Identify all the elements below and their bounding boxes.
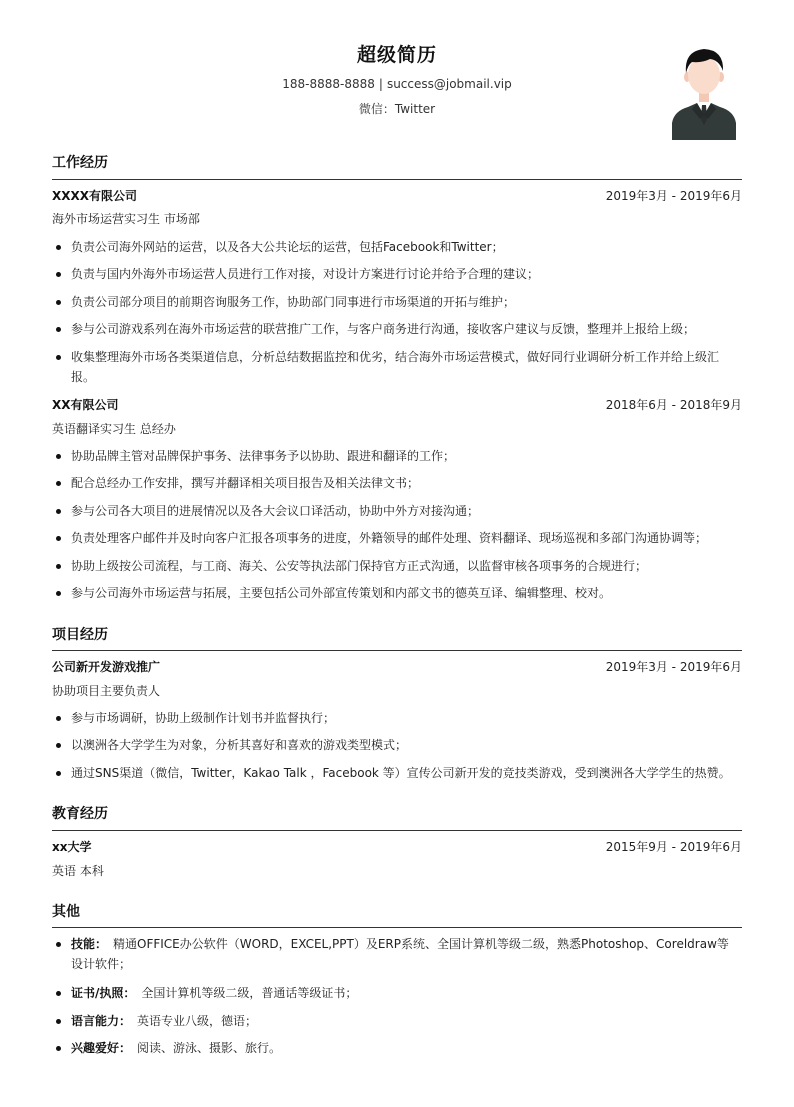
item-key: 证书/执照： — [71, 986, 136, 1000]
item-value: 精通OFFICE办公软件（WORD，EXCEL,PPT）及ERP系统、全国计算机等级二级，熟悉Photoshop、Coreldraw等设计软件； — [71, 937, 729, 971]
bullet-dot — [56, 327, 61, 332]
bullet-text: 负责公司海外网站的运营，以及各大公共论坛的运营，包括Facebook和Twitter； — [71, 240, 504, 254]
project-section-title — [52, 624, 742, 646]
bullet-dot — [56, 991, 61, 996]
bullet-text: 收集整理海外市场各类渠道信息，分析总结数据监控和优劣，结合海外市场运营模式，做好同行业调研分析工作并给上级汇报。 — [71, 350, 720, 384]
bullet-dot — [56, 771, 61, 776]
bullet-dot — [56, 481, 61, 486]
bullet-dot — [56, 1019, 61, 1024]
item-key: 兴趣爱好： — [71, 1041, 132, 1055]
bullet-text: 负责处理客户邮件并及时向客户汇报各项事务的进度，外籍领导的邮件处理、资料翻译、现场巡视和多部门沟通协调等； — [71, 531, 708, 545]
bullet-dot — [56, 509, 61, 514]
section-divider — [52, 650, 742, 651]
bullet-text: 参与公司游戏系列在海外市场运营的联营推广工作，与客户商务进行沟通，接收客户建议与反馈，整理并上报给上级； — [71, 322, 696, 336]
bullet-text: 参与公司海外市场运营与拓展，主要包括公司外部宣传策划和内部文书的德英互译、编辑整理、校对。 — [71, 586, 612, 600]
section-heading: 项目经历 — [52, 627, 108, 643]
section-heading: 教育经历 — [52, 806, 108, 822]
bullet-dot — [56, 942, 61, 947]
bullet-text: 协助品牌主管对品牌保护事务、法律事务予以协助、跟进和翻译的工作； — [71, 449, 456, 463]
item-key: 技能： — [71, 937, 108, 951]
bullet-dot — [56, 591, 61, 596]
section-heading: 其他 — [52, 904, 80, 920]
bullet-dot — [56, 564, 61, 569]
contact-separator: | — [378, 77, 383, 91]
project-role: 协助项目主要负责人 — [52, 684, 161, 698]
section-divider — [52, 179, 742, 180]
company-name: XXXX有限公司 — [52, 189, 138, 203]
bullet-text: 通过SNS渠道（微信，Twitter，Kakao Talk ，Facebook 等）宣传公司新开发的竞技类游戏，受到澳洲各大学学生的热赞。 — [71, 766, 731, 780]
bullet-text: 参与市场调研，协助上级制作计划书并监督执行； — [71, 711, 336, 725]
bullet-dot — [56, 355, 61, 360]
job-date: 2018年6月 - 2018年9月 — [605, 398, 742, 412]
education-date: 2015年9月 - 2019年6月 — [605, 840, 742, 854]
bullet-dot — [56, 272, 61, 277]
job-role: 英语翻译实习生 总经办 — [52, 422, 176, 436]
school-name: xx大学 — [52, 840, 92, 854]
bullet-dot — [56, 245, 61, 250]
job-role: 海外市场运营实习生 市场部 — [52, 212, 200, 226]
item-value: 阅读、游泳、摄影、旅行。 — [137, 1041, 282, 1055]
job-date: 2019年3月 - 2019年6月 — [605, 189, 742, 203]
bullet-dot — [56, 1046, 61, 1051]
section-divider — [52, 927, 742, 928]
avatar — [670, 45, 738, 140]
bullet-dot — [56, 536, 61, 541]
resume-header — [0, 0, 794, 150]
bullet-text: 配合总经办工作安排，撰写并翻译相关项目报告及相关法律文书； — [71, 476, 420, 490]
section-heading: 工作经历 — [52, 155, 108, 171]
company-name: XX有限公司 — [52, 398, 119, 412]
candidate-name: 超级简历 — [356, 44, 437, 66]
item-key: 语言能力： — [71, 1014, 132, 1028]
bullet-text: 负责与国内外海外市场运营人员进行工作对接，对设计方案进行讨论并给予合理的建议； — [71, 267, 540, 281]
item-value: 英语专业八级，德语； — [137, 1014, 258, 1028]
project-date: 2019年3月 - 2019年6月 — [605, 660, 742, 674]
other-section-title — [52, 901, 742, 923]
phone-number: 188-8888-8888 — [282, 77, 375, 91]
work-section-title — [52, 152, 742, 174]
project-name: 公司新开发游戏推广 — [52, 660, 161, 674]
education-major: 英语 本科 — [52, 864, 104, 878]
education-section-title — [52, 803, 742, 825]
email-address: success@jobmail.vip — [386, 77, 512, 91]
bullet-dot — [56, 300, 61, 305]
wechat-line: 微信：Twitter — [358, 102, 436, 116]
section-divider — [52, 830, 742, 831]
bullet-text: 协助上级按公司流程，与工商、海关、公安等执法部门保持官方正式沟通，以监督审核各项事务的合规进行； — [71, 559, 648, 573]
bullet-dot — [56, 454, 61, 459]
bullet-dot — [56, 716, 61, 721]
bullet-text: 以澳洲各大学学生为对象，分析其喜好和喜欢的游戏类型模式； — [71, 738, 408, 752]
bullet-text: 参与公司各大项目的进展情况以及各大会议口译活动，协助中外方对接沟通； — [71, 504, 480, 518]
item-value: 全国计算机等级二级，普通话等级证书； — [141, 986, 358, 1000]
bullet-dot — [56, 743, 61, 748]
bullet-text: 负责公司部分项目的前期咨询服务工作，协助部门同事进行市场渠道的开拓与维护； — [71, 295, 516, 309]
